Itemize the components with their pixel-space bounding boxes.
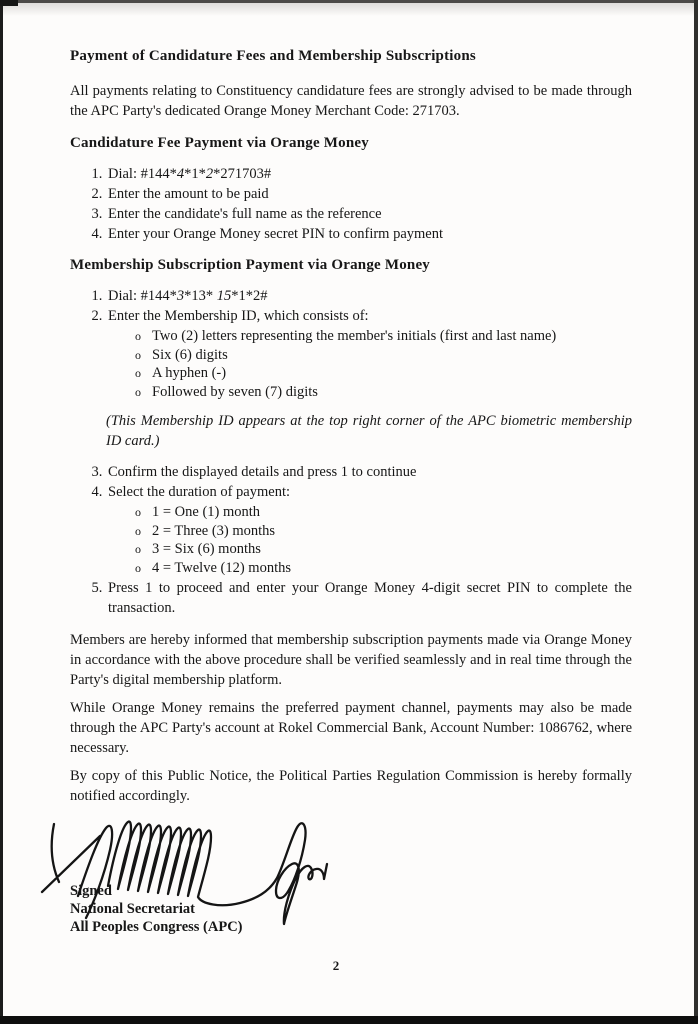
candidature-step: 3. Enter the candidate's full name as the reference	[106, 204, 632, 224]
membership-id-part: o A hyphen (-)	[152, 364, 632, 383]
membership-step-duration-label: Select the duration of payment:	[108, 484, 291, 500]
membership-id-part: o Two (2) letters representing the member's initials (first and last name)	[152, 327, 632, 346]
signed-label: Signed	[70, 883, 112, 899]
scan-edge-right	[694, 0, 698, 1024]
membership-step-id	[106, 306, 632, 401]
scan-edge-left	[0, 0, 3, 1024]
membership-steps-list	[70, 286, 632, 401]
duration-options-list	[108, 503, 632, 577]
membership-id-part: o Followed by seven (7) digits	[152, 383, 632, 402]
duration-option: o 3 = Six (6) months	[152, 540, 632, 559]
bank-account-paragraph: While Orange Money remains the preferred payment channel, payments may also be made through the APC Party's account at Rokel Commercial Bank, Account Number: 1086762, where necessary.	[70, 700, 632, 756]
membership-step: 3. Confirm the displayed details and press 1 to continue	[106, 462, 632, 482]
page-number: 2	[332, 958, 340, 973]
dial-text: *271703#	[213, 166, 272, 182]
verification-paragraph: Members are hereby informed that membership subscription payments made via Orange Money in accordance with the above procedure shall be verified seamlessly and in real time through the Party's digital membership platform.	[70, 632, 632, 688]
scan-artifact-top-left	[0, 0, 18, 6]
membership-section-heading: Membership Subscription Payment via Orange Money	[70, 257, 431, 273]
handwritten-signature-icon	[40, 806, 352, 932]
scan-edge-bottom	[0, 1016, 698, 1024]
signature-block	[70, 814, 632, 940]
membership-step: 5. Press 1 to proceed and enter your Orange Money 4-digit secret PIN to complete the transaction.	[106, 578, 632, 618]
duration-option: o 4 = Twelve (12) months	[152, 559, 632, 578]
dial-text: Dial: #144*	[108, 166, 177, 182]
ppr-commission-paragraph: By copy of this Public Notice, the Political Parties Regulation Commission is hereby formally notified accordingly.	[70, 768, 632, 804]
dial-text: 2	[205, 166, 214, 182]
membership-step-dial	[106, 286, 632, 306]
dial-text: 4	[176, 166, 185, 182]
membership-step-id-label: Enter the Membership ID, which consists of:	[108, 308, 369, 324]
candidature-step: 4. Enter your Orange Money secret PIN to confirm payment	[106, 224, 632, 244]
party-name-label: All Peoples Congress (APC)	[70, 919, 243, 935]
document-content	[70, 46, 632, 976]
intro-paragraph: All payments relating to Constituency candidature fees are strongly advised to be made through the APC Party's dedicated Orange Money Merchant Code: 271703.	[70, 83, 632, 119]
candidature-step: 2. Enter the amount to be paid	[106, 184, 632, 204]
duration-option: o 2 = Three (3) months	[152, 522, 632, 541]
membership-id-part: o Six (6) digits	[152, 346, 632, 365]
duration-option: o 1 = One (1) month	[152, 503, 632, 522]
membership-step-duration	[106, 482, 632, 577]
national-secretariat-label: National Secretariat	[70, 901, 195, 917]
dial-text: Dial: #144*	[108, 288, 177, 304]
membership-id-parts-list	[108, 327, 632, 401]
membership-id-note: (This Membership ID appears at the top right corner of the APC biometric membership ID card.)	[106, 413, 632, 449]
closing-paragraphs	[70, 630, 632, 806]
dial-text: 15	[216, 288, 232, 304]
document-title: Payment of Candidature Fees and Membership Subscriptions	[70, 48, 476, 64]
membership-steps-list-continued	[70, 462, 632, 618]
dial-text: *13*	[184, 288, 217, 304]
candidature-steps-list	[70, 164, 632, 244]
candidature-step-dial	[106, 164, 632, 184]
dial-text: *1*2#	[231, 288, 268, 304]
dial-text: *1*	[184, 166, 206, 182]
scan-shadow-top	[0, 3, 698, 16]
dial-text: 3	[176, 288, 185, 304]
candidature-section-heading: Candidature Fee Payment via Orange Money	[70, 135, 369, 151]
scan-edge-top	[0, 0, 698, 3]
